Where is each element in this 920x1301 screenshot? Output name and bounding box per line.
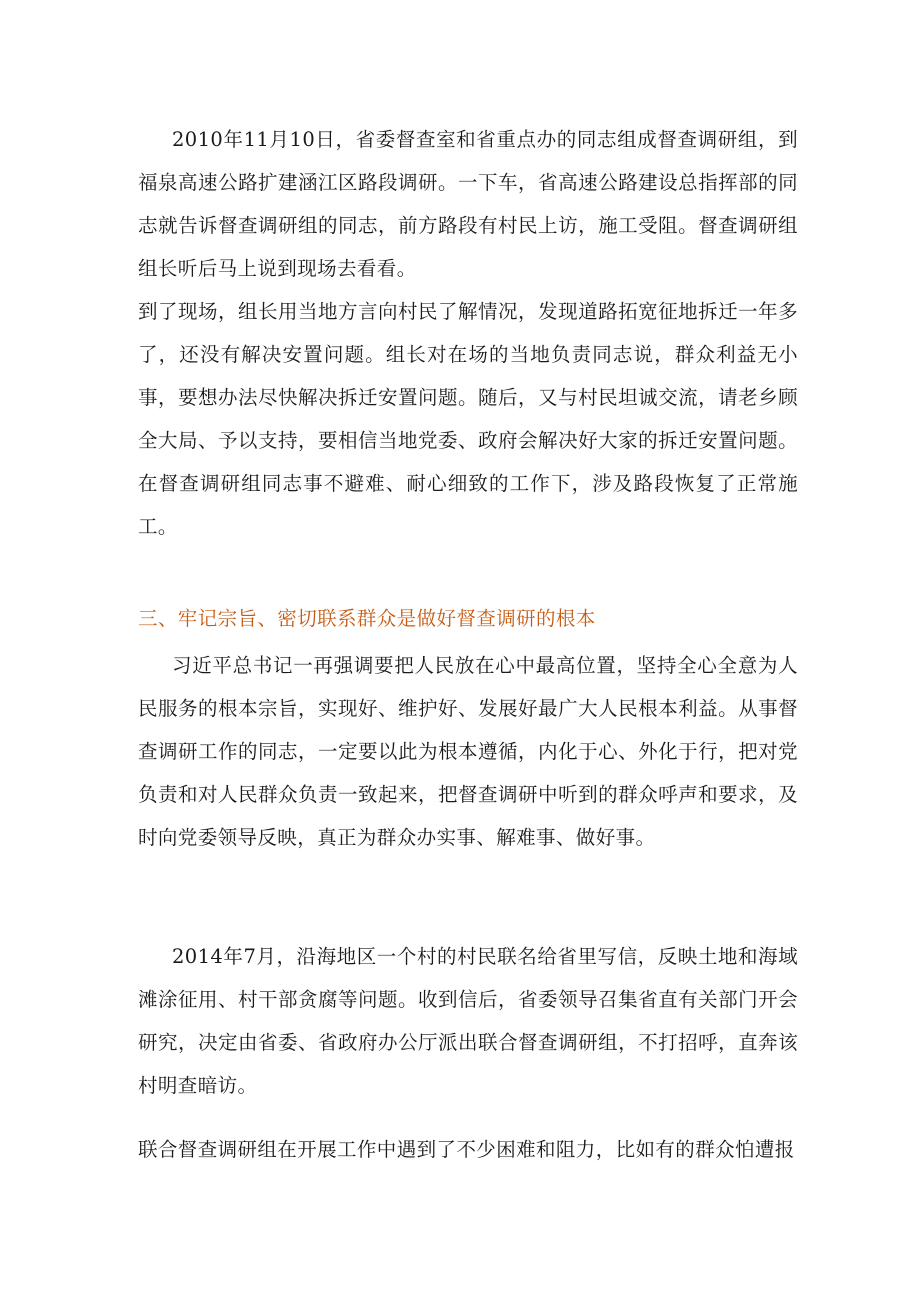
paragraph-4: 2014年7月，沿海地区一个村的村民联名给省里写信，反映土地和海域滩涂征用、村干部贪腐等问题。收到信后，省委领导召集省直有关部门开会研究，决定由省委、省政府办公厅派出联合督查调研组，不打招呼，直奔该村明查暗访。 xyxy=(138,945,798,1097)
paragraph-5: 联合督查调研组在开展工作中遇到了不少困难和阻力，比如有的群众怕遭报 xyxy=(138,1138,795,1161)
paragraph-2: 到了现场，组长用当地方言向村民了解情况，发现道路拓宽征地拆迁一年多了，还没有解决安置问题。组长对在场的当地负责同志说，群众利益无小事，要想办法尽快解决拆迁安置问题。随后，又与村民坦诚交流，请老乡顾全大局、予以支持，要相信当地党委、政府会解决好大家的拆迁安置问题。在督查调研组同志事不避难、耐心细致的工作下，涉及路段恢复了正常施工。 xyxy=(138,300,798,538)
section-heading: 三、牢记宗旨、密切联系群众是做好督查调研的根本 xyxy=(138,607,596,630)
paragraph-3: 习近平总书记一再强调要把人民放在心中最高位置，坚持全心全意为人民服务的根本宗旨，实现好、维护好、发展好最广大人民根本利益。从事督查调研工作的同志，一定要以此为根本遵循，内化于心、外化于行，把对党负责和对人民群众负责一致起来，把督查调研中听到的群众呼声和要求，及时向党委领导反映，真正为群众办实事、解难事、做好事。 xyxy=(138,654,798,849)
paragraph-1: 2010年11月10日，省委督查室和省重点办的同志组成督查调研组，到福泉高速公路扩建涵江区路段调研。一下车，省高速公路建设总指挥部的同志就告诉督查调研组的同志，前方路段有村民上访，施工受阻。督查调研组组长听后马上说到现场去看看。 xyxy=(138,128,798,280)
